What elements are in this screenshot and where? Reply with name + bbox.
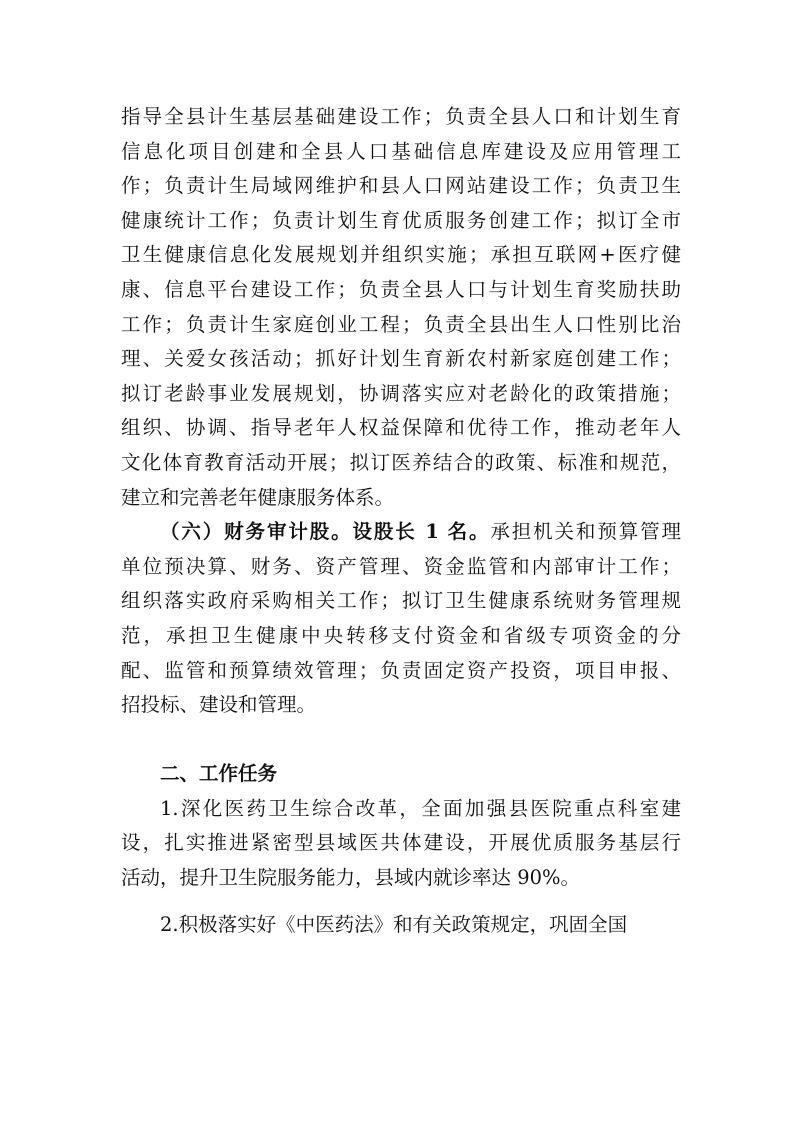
text-line: 1.深化医药卫生综合改革，全面加强县医院重点科室建 <box>160 796 681 820</box>
section-text: 承担机关和预算管理 <box>490 520 681 544</box>
text-line: 组织落实政府采购相关工作；拟订卫生健康系统财务管理规 <box>121 589 681 613</box>
section-heading: 二、工作任务 <box>160 762 278 786</box>
task-1-paragraph <box>121 792 681 896</box>
text-line: 健康统计工作；负责计划生育优质服务创建工作；拟订全市 <box>121 208 681 232</box>
section-b-paragraph <box>121 515 681 723</box>
text-line: 信息化项目创建和全县人口基础信息库建设及应用管理工 <box>121 139 681 163</box>
text-line: 范，承担卫生健康中央转移支付资金和省级专项资金的分 <box>121 623 681 647</box>
text-line: 建立和完善老年健康服务体系。 <box>121 485 395 509</box>
text-line: 工作；负责计生家庭创业工程；负责全县出生人口性别比治 <box>121 312 681 336</box>
text-line: 组织、协调、指导老年人权益保障和优待工作，推动老年人 <box>121 416 681 440</box>
text-line: 理、关爱女孩活动；抓好计划生育新农村新家庭创建工作； <box>121 347 681 371</box>
text-line: 拟订老龄事业发展规划，协调落实应对老龄化的政策措施； <box>121 381 681 405</box>
text-line: 设，扎实推进紧密型县域医共体建设，开展优质服务基层行 <box>121 831 681 855</box>
section-a-paragraph <box>121 100 681 515</box>
text-line: 单位预决算、财务、资产管理、资金监管和内部审计工作； <box>121 554 681 578</box>
document-body <box>121 100 681 942</box>
text-line: 2.积极落实好《中医药法》和有关政策规定，巩固全国 <box>160 912 628 936</box>
section-title: （六）财务审计股。设股长 1 名。 <box>160 520 491 544</box>
text-line: 作；负责计生局域网维护和县人口网站建设工作；负责卫生 <box>121 174 681 198</box>
text-line <box>121 515 681 550</box>
text-line: 招投标、建设和管理。 <box>121 693 317 717</box>
text-line: 康、信息平台建设工作；负责全县人口与计划生育奖励扶助 <box>121 277 681 301</box>
text-line: 指导全县计生基层基础建设工作；负责全县人口和计划生育 <box>121 105 681 128</box>
spacer <box>121 896 681 908</box>
text-line: 卫生健康信息化发展规划并组织实施；承担互联网+医疗健 <box>121 243 681 267</box>
task-2-paragraph <box>121 908 681 943</box>
text-line: 活动，提升卫生院服务能力，县域内就诊率达 90%。 <box>121 866 581 890</box>
text-line: 配、监管和预算绩效管理；负责固定资产投资，项目申报、 <box>121 658 681 682</box>
text-line: 文化体育教育活动开展；拟订医养结合的政策、标准和规范， <box>121 450 681 474</box>
spacer <box>121 723 681 758</box>
